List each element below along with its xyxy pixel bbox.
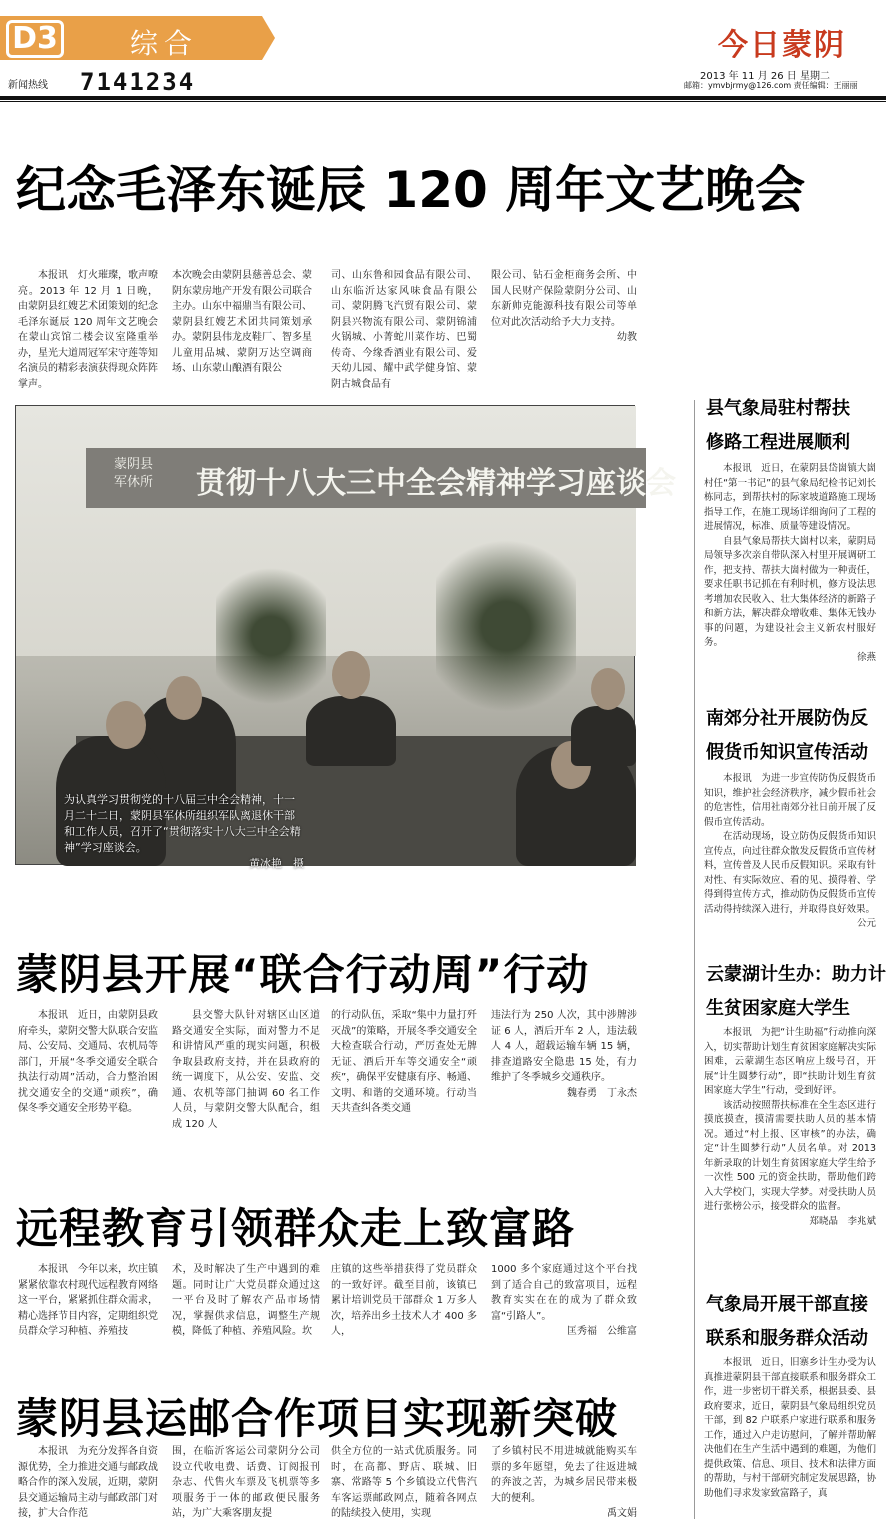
story3-column-2: 术，及时解决了生产中遇到的难题。同时让广大党员群众通过这一平台及时了解农产品市场情况，掌握供求信息，调整生产规模，降低了种植、养殖风险。坎 <box>172 1264 320 1337</box>
sidebar3-byline: 郑晓晶 李兆斌 <box>809 1215 876 1227</box>
story4-byline: 禹文娟 <box>607 1508 637 1519</box>
banner-title: 贯彻十八大三中全会精神学习座谈会 <box>196 466 676 501</box>
story4-column-4: 了乡镇村民不用进城就能购买车票的多年愿望，免去了往返进城的奔波之苦，为城乡居民带来极大的便利。 禹文娟 <box>491 1444 637 1516</box>
story2-byline: 魏春勇 丁永杰 <box>567 1087 637 1099</box>
sidebar2-headline: 南郊分社开展防伪反 假货币知识宣传活动 <box>706 708 868 763</box>
hotline-label: 新闻热线 <box>8 80 48 91</box>
story4-column-1: 本报讯 为充分发挥各自资源优势，全力推进交通与邮政战略合作的深入发展，近期，蒙阴县交通运输局主动与邮政部门对接，扩大合作范 <box>18 1446 158 1519</box>
lead-column-1: 本报讯 灯火璀璨，歌声嘹亮。2013 年 12 月 1 日晚，由蒙阴县红嫂艺术团策划的纪念毛泽东诞辰 120 周年文艺晚会在蒙山宾馆二楼会议室隆重举办，星光大道周冠军宋守莲等知名演员的精彩表演获得现众阵阵掌声。 <box>18 270 158 390</box>
person-figure <box>571 706 636 766</box>
story3-byline: 匡秀福 公维富 <box>567 1326 637 1337</box>
person-head <box>106 701 146 749</box>
plant-decor <box>216 556 326 716</box>
plant-decor <box>436 526 576 726</box>
lead-headline: 纪念毛泽东诞辰 120 周年文艺晚会 <box>16 161 806 219</box>
hotline-number: 7141234 <box>80 68 196 96</box>
photo-credit: 黄冰艳 摄 <box>249 857 304 870</box>
column-divider <box>694 400 695 1519</box>
story4-column-3: 供全方位的一站式优质服务。同时，在高都、野店、联城、旧寨、常路等 5 个乡镇设立代售汽车客运票邮政网点，随着各网点的陆续投入使用，实现 <box>331 1446 477 1519</box>
story4-headline: 蒙阴县运邮合作项目实现新突破 <box>16 1394 619 1443</box>
story4-column-2: 围，在临沂客运公司蒙阴分公司设立代收电费、话费、订阅报刊杂志、代售火车票及飞机票等多项服务于一体的邮政便民服务站，为广大乘客朋友提 <box>172 1446 320 1519</box>
editor-info: 邮箱：ymvbjrmy@126.com 责任编辑：王丽丽 <box>684 81 858 90</box>
photo-caption: 为认真学习贯彻党的十八届三中全会精神，十一月二十二日，蒙阴县军休所组织军队离退休干部和工作人员，召开了“贯彻落实十八大三中全会精神”学习座谈会。 黄冰艳 摄 <box>64 793 304 870</box>
sidebar1-byline: 徐燕 <box>856 651 876 663</box>
page-code: D3 <box>6 20 64 58</box>
lead-column-2: 本次晚会由蒙阴县慈善总会、蒙阴东蒙房地产开发有限公司联合主办。山东中福鼎当有限公司、蒙阴县红嫂艺术团共同策划承办。蒙阴县伟龙皮鞋厂、智多星儿童用品城、蒙阴万达空调商场、山东蒙山酿酒有限公 <box>172 270 312 374</box>
story3-headline: 远程教育引领群众走上致富路 <box>16 1204 576 1253</box>
sidebar4-headline: 气象局开展干部直接 联系和服务群众活动 <box>706 1294 868 1349</box>
news-photo <box>15 405 676 870</box>
story2-column-3: 的行动队伍，采取“集中力量打歼灭战”的策略，开展冬季交通安全大检查联合行动，严厉查处无牌无证、酒后开车等交通安全“顽疾”，确保平安健康有序、畅通、文明、和谐的交通环境。行动当天共查纠各类交通 <box>331 1010 477 1114</box>
sidebar3-body: 本报讯 为把“计生助福”行动推向深入，切实帮助计划生育贫困家庭解决实际困难，云蒙湖生态区响应上级号召，开展“计生圆梦行动”，即“扶助计划生育贫困家庭大学生”行动，受到好评。 该活动按照帮扶标准在全生态区进行摸底摸查，摸清需要扶助人员的基本情况。通过“村上报、区审核”的办法，确定“计生圆梦行动”人员名单。对 2013 年新录取的计划生育贫困家庭大学生给予一次性 500 元的资金扶助，帮助他们跨入大学校门，实现大学梦。对受扶助人员进行张榜公示，接受群众的监督。 郑晓晶 李兆斌 <box>704 1026 876 1244</box>
story2-column-4: 违法行为 250 人次，其中涉牌涉证 6 人，酒后开车 2 人，违法载人 4 人，超载运输车辆 15 辆，排查道路安全隐患 15 处，有力维护了冬季城乡交通秩序。 魏春勇 丁永杰 <box>491 1008 637 1133</box>
header-rule <box>0 96 886 100</box>
photo-banner <box>86 448 676 508</box>
story3-column-3: 庄镇的这些举措获得了党员群众的一致好评。截至目前，该镇已累计培训党员干部群众 1 万多人次，培养出乡土技术人才 400 多人， <box>331 1264 477 1337</box>
sidebar1-body: 本报讯 近日，在蒙阴县岱崮镇大崮村任“第一书记”的县气象局纪检书记刘长栋同志，到帮扶村的际家坡道路施工现场指导工作，在施工现场详细询问了工程的进展情况，标准、质量等建设情况。 自县气象局帮扶大崮村以来，蒙阴局局领导多次亲自带队深入村里开展调研工作，把支持、帮扶大崮村做为一种责任，要求任职书记抓在有利时机，修方设法思考增加农民收入、壮大集体经济的新路子和新方法，解决群众增收难、集体无钱办事的问题，为建设社会主义新农村服好务。 徐燕 <box>704 462 876 662</box>
person-head <box>332 651 370 699</box>
lead-column-3: 司、山东鲁和园食品有限公司、山东临沂达家风味食品有限公司、蒙阴腾飞汽贸有限公司、蒙阴县兴物流有限公司、蒙阴锦浦火锅城、小菁蛇川菜作坊、巴蜀传奇、今缘香酒业有限公司、爱天幼儿园、耀中武学健身馆、蒙阴古城食品有 <box>331 270 477 390</box>
story2-headline: 蒙阴县开展“联合行动周”行动 <box>16 950 590 999</box>
lead-byline: 幼教 <box>617 332 637 343</box>
story3-column-4: 1000 多个家庭通过这个平台找到了适合自己的致富项目，远程教育实实在在的成为了群众致富“引路人”。 匡秀福 公维富 <box>491 1262 637 1342</box>
person-figure <box>306 696 396 766</box>
sidebar4-body: 本报讯 近日，旧寨乡计生办受为认真推进蒙阴县干部直接联系和服务群众工作，进一步密切干群关系，根据县委、县政府要求，近日，蒙阴县气象局组织党员干部，到 82 户联系户家进行联系和服务工作，通过入户走访慰问，了解并帮助解决他们在生产生活中遇到的难题，为他们提供政策、信息、项目、技术和法律方面的帮助，与村干部研究制定发展思路，协助他们寻求发家致富路子，真 <box>704 1357 876 1499</box>
section-name: 综合 <box>130 27 199 60</box>
story3-column-1: 本报讯 今年以来，坎庄镇紧紧依靠农村现代远程教育网络这一平台，紧紧抓住群众需求，精心选择节目内容，定期组织党员群众学习种植、养殖技 <box>18 1264 158 1337</box>
issue-date: 2013 年 11 月 26 日 星期二 <box>700 71 830 82</box>
header-rule-thin <box>0 101 886 102</box>
newspaper-logo: 今日蒙阴 <box>718 28 846 63</box>
lead-column-4: 限公司、钻石金柜商务会所、中国人民财产保险蒙阴分公司、山东新帅克能源科技有限公司等单位对此次活动给予大力支持。 幼教 <box>491 268 637 384</box>
banner-small-text: 蒙阴县军休所 <box>114 457 154 490</box>
sidebar2-body: 本报讯 为进一步宣传防伪反假货币知识，维护社会经济秩序，减少假币社会的危害性，信用社南郊分社日前开展了反假币宣传活动。 在活动现场，设立防伪反假货币知识宣传点，向过往群众散发反假货币宣传材料，宣传普及人民币反假知识。采取有针对性、有实际效应、看的见、摸得着、学得到得宣传方式，推动防伪反假货币宣传活动得持续深入进行，并取得良好效果。 公元 <box>704 772 876 922</box>
sidebar3-headline: 云蒙湖计生办：助力计 生贫困家庭大学生 <box>706 964 886 1019</box>
person-head <box>166 676 202 720</box>
story2-column-2: 县交警大队针对辖区山区道路交通安全实际，面对警力不足和讲情风严重的现实问题，积极争取县政府支持，并在县政府的统一调度下，从公安、安监、交通、农机等部门抽调 60 名工作人员，与蒙阴交警大队配合，组成 120 人 <box>172 1010 320 1130</box>
sidebar1-headline: 县气象局驻村帮扶 修路工程进展顺利 <box>706 398 850 453</box>
sidebar2-byline: 公元 <box>856 918 876 929</box>
person-head <box>591 668 625 710</box>
story2-column-1: 本报讯 近日，由蒙阴县政府牵头，蒙阴交警大队联合安监局、公安局、交通局、农机局等部门，开展“冬季交通安全联合执法行动周”活动，合力整治困扰交通安全的交通“顽疾”，确保冬季交通安全形势平稳。 <box>18 1010 158 1114</box>
